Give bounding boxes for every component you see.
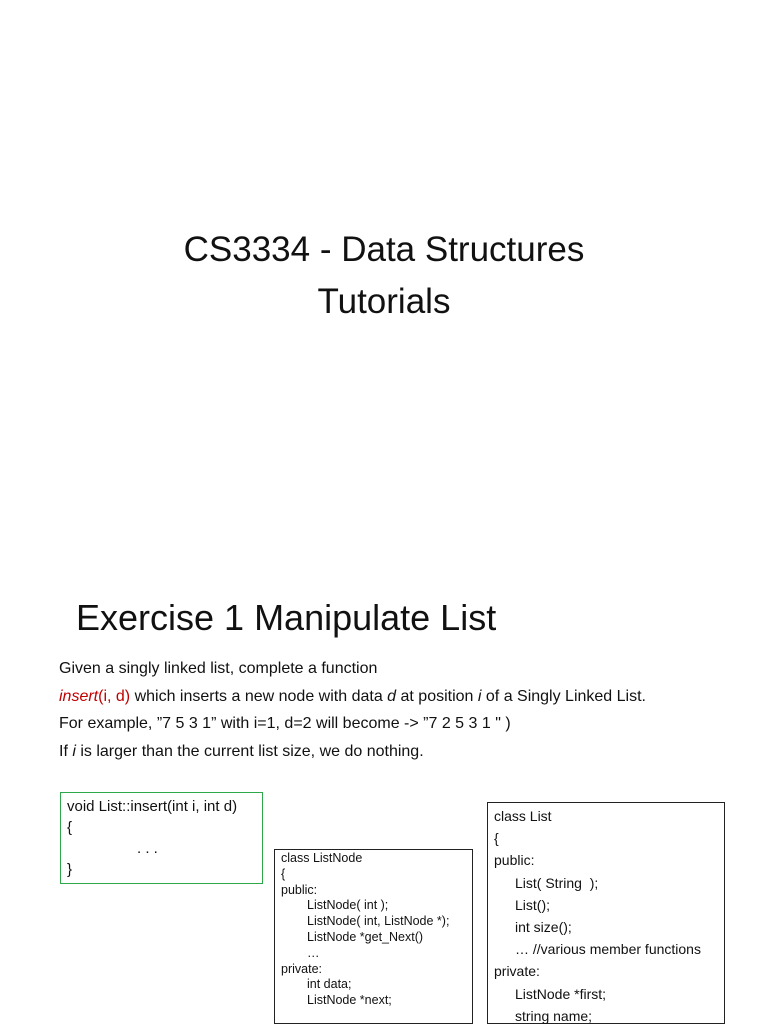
code-line: ListNode *next; bbox=[307, 993, 392, 1008]
code-line: public: bbox=[494, 852, 535, 869]
exercise-slide bbox=[0, 560, 768, 1024]
code-line: ListNode( int ); bbox=[307, 898, 389, 913]
insert-function-code-box bbox=[60, 792, 263, 884]
code-line: ListNode *first; bbox=[515, 985, 607, 1002]
code-line: List(); bbox=[515, 896, 550, 913]
description-text: of a Singly Linked List. bbox=[481, 687, 646, 705]
var-d: d bbox=[387, 687, 397, 705]
description-text: which inserts a new node with data bbox=[130, 687, 388, 705]
code-line: public: bbox=[281, 882, 318, 897]
code-line: . . . bbox=[137, 840, 158, 857]
code-line: { bbox=[67, 819, 73, 836]
description-line-3: For example, ”7 5 3 1” with i=1, d=2 will become -> ”7 2 5 3 1 " ) bbox=[59, 715, 511, 732]
description-line-2 bbox=[59, 683, 749, 711]
description-text: is larger than the current list size, we do nothing. bbox=[75, 742, 424, 760]
function-name: insert bbox=[59, 687, 99, 705]
description-line-1: Given a singly linked list, complete a function bbox=[59, 660, 378, 677]
code-line: } bbox=[67, 861, 73, 878]
exercise-description bbox=[59, 655, 749, 765]
description-text: If bbox=[59, 742, 73, 760]
code-line: ListNode *get_Next() bbox=[307, 929, 424, 944]
code-line: private: bbox=[494, 963, 540, 980]
code-line: … bbox=[307, 945, 320, 960]
function-args: (i, d) bbox=[98, 687, 131, 705]
code-line: int size(); bbox=[515, 919, 572, 936]
code-line: { bbox=[494, 830, 499, 847]
course-title-line2: Tutorials bbox=[317, 282, 451, 321]
code-line: class ListNode bbox=[281, 851, 363, 865]
listnode-class-code-box bbox=[274, 849, 473, 1024]
var-i: i bbox=[72, 742, 76, 760]
code-line: … //various member functions bbox=[515, 941, 701, 958]
var-i: i bbox=[477, 687, 482, 705]
exercise-title: Exercise 1 Manipulate List bbox=[76, 597, 497, 638]
list-class-code-box bbox=[487, 802, 725, 1024]
code-line: private: bbox=[281, 961, 322, 976]
code-line: class List bbox=[494, 808, 552, 824]
description-text: at position bbox=[396, 687, 478, 705]
code-line: ListNode( int, ListNode *); bbox=[307, 914, 450, 929]
description-line-4 bbox=[59, 738, 749, 766]
code-line: void List::insert(int i, int d) bbox=[67, 798, 238, 815]
course-title-line1: CS3334 - Data Structures bbox=[183, 230, 585, 269]
code-line: string name; bbox=[515, 1007, 593, 1024]
course-title bbox=[0, 224, 768, 328]
code-line: List( String ); bbox=[515, 874, 599, 891]
code-line: { bbox=[281, 866, 286, 881]
code-line: int data; bbox=[307, 977, 352, 992]
